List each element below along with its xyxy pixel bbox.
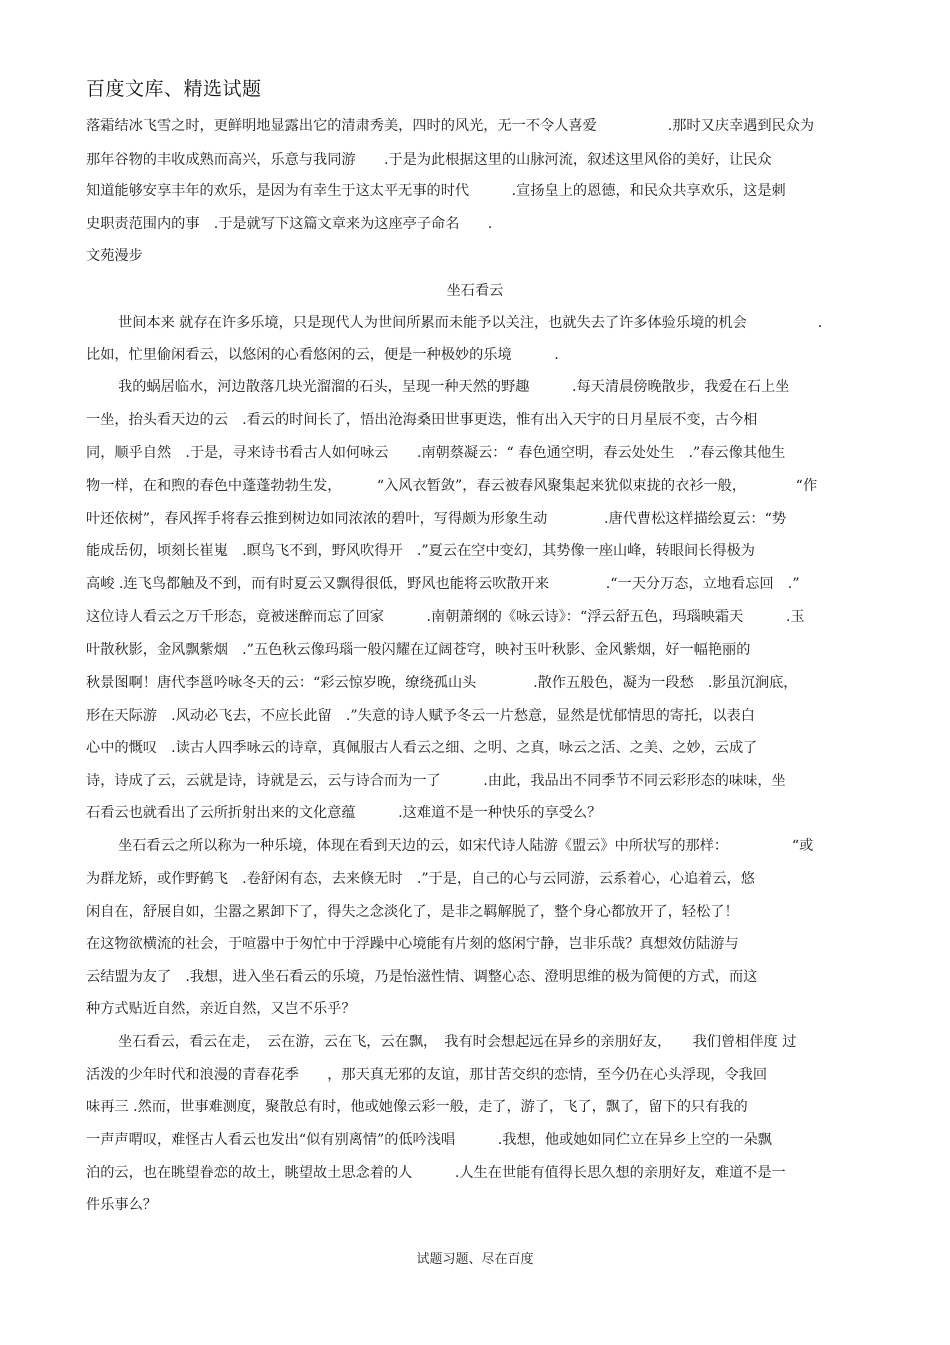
article-line: 坐石看云，看云在走， 云在游，云在飞，云在飘， 我有时会想起远在异乡的亲朋好友， 我们曾相伴度 过 (118, 1034, 797, 1050)
intro-line-4: 史职责范围内的事 .于是就写下这篇文章来为这座亭子命名 . (86, 216, 493, 232)
article-title: 坐石看云 (446, 283, 504, 299)
article-line: 世间本来 就存在许多乐境，只是现代人为世间所累而未能予以关注，也就失去了许多体验乐境的机会 . (118, 315, 823, 331)
intro-line-2: 那年谷物的丰收成熟而高兴，乐意与我同游 .于是为此根据这里的山脉河流，叙述这里风俗的美好，让民众 (86, 152, 772, 168)
article-line: 为群龙矫，或作野鹤飞 .卷舒闲有态，去来倏无时 .”于是，自己的心与云同游，云系着心，心追着云，悠 (86, 871, 755, 887)
intro-line-1: 落霜结冰飞雪之时，更鲜明地显露出它的清肃秀美，四时的风光，无一不令人喜爱 .那时又庆幸遇到民众为 (86, 118, 815, 134)
article-line: 叶散秋影，金风飘紫烟 .”五色秋云像玛瑙一般闪耀在辽阔苍穹，映衬玉叶秋影、金风紫烟，好一幅艳丽的 (86, 642, 751, 658)
intro-line-3: 知道能够安享丰年的欢乐，是因为有幸生于这太平无事的时代 .宣扬皇上的恩德，和民众共享欢乐，这是刺 (86, 183, 786, 199)
article-line: 比如，忙里偷闲看云，以悠闲的心看悠闲的云，便是一种极妙的乐境 . (86, 347, 559, 363)
article-line: 心中的慨叹 .读古人四季咏云的诗章，真佩服古人看云之细、之明、之真，咏云之活、之美、之妙，云成了 (86, 740, 758, 756)
article-line: 活泼的少年时代和浪漫的青春花季 ，那天真无邪的友谊，那甘苦交织的恋情，至今仍在心头浮现，令我回 (86, 1067, 768, 1083)
article-line: 件乐事么？ (86, 1197, 157, 1213)
article-line: 坐石看云之所以称为一种乐境，体现在看到天边的云，如宋代诗人陆游《盟云》中所状写的那样： “或 (118, 838, 814, 854)
article-line: 高峻 .连飞鸟都触及不到，而有时夏云又飘得很低，野风也能将云吹散开来 .“一天分万态，立地看忘回 .” (86, 576, 800, 592)
article-line: 石看云也就看出了云所折射出来的文化意蕴 .这难道不是一种快乐的享受么？ (86, 805, 602, 821)
article-line: 诗，诗成了云，云就是诗，诗就是云，云与诗合而为一了 .由此，我品出不同季节不同云彩形态的味味，坐 (86, 773, 786, 789)
article-line: 泊的云，也在眺望眷恋的故土，眺望故土思念着的人 .人生在世能有值得长思久想的亲朋好友，难道不是一 (86, 1165, 786, 1181)
article-line: 这位诗人看云之万千形态，竟被迷醉而忘了回家 .南朝萧纲的《咏云诗》：“浮云舒五色，玛瑙映霜天 .玉 (86, 609, 805, 625)
page-header-title: 百度文库、精选试题 (86, 78, 262, 100)
article-line: 一坐，抬头看天边的云 .看云的时间长了，悟出沧海桑田世事更迭，惟有出入天宇的日月星辰不变，古今相 (86, 412, 758, 428)
article-line: 叶还依树”，春风挥手将春云推到树边如同浓浓的碧叶，写得颇为形象生动 .唐代曹松这样描绘夏云：“势 (86, 511, 787, 527)
article-line: 秋景图啊！唐代李邕吟咏冬天的云：“彩云惊岁晚，缭绕孤山头 .散作五般色，凝为一段愁 .影虽沉涧底， (86, 675, 798, 691)
article-line: 味再三 .然而，世事难测度，聚散总有时，他或她像云彩一般，走了，游了，飞了，飘了，留下的只有我的 (86, 1099, 748, 1115)
article-line: 云结盟为友了 .我想，进入坐石看云的乐境，乃是怡滋性情、调整心态、澄明思维的极为简便的方式，而这 (86, 969, 758, 985)
article-line: 我的蜗居临水，河边散落几块光溜溜的石头，呈现一种天然的野趣 .每天清晨傍晚散步，我爱在石上坐 (118, 379, 790, 395)
page-footer: 试题习题、尽在百度 (416, 1252, 534, 1267)
article-line: 闲自在，舒展自如，尘嚣之累卸下了，得失之念淡化了，是非之羁解脱了，整个身心都放开了，轻松了！ (86, 904, 739, 920)
article-line: 能成岳仞，顷刻长崔嵬 .瞑鸟飞不到，野风吹得开 .”夏云在空中变幻，其势像一座山峰，转眼间长得极为 (86, 543, 755, 559)
article-line: 在这物欲横流的社会，于喧嚣中于匆忙中于浮躁中心境能有片刻的悠闲宁静，岂非乐哉？真想效仿陆游与 (86, 936, 739, 952)
article-line: 形在天际游 .风动必飞去，不应长此留 .”失意的诗人赋予冬云一片愁意，显然是忧郁情思的寄托，以表白 (86, 708, 755, 724)
article-line: 一声声喟叹，难怪古人看云也发出“似有别离情”的低吟浅唱 .我想，他或她如同伫立在异乡上空的一朵飘 (86, 1132, 772, 1148)
article-line: 种方式贴近自然，亲近自然，又岂不乐乎？ (86, 1001, 356, 1017)
section-label: 文苑漫步 (86, 248, 143, 264)
article-line: 物一样，在和煦的春色中蓬蓬勃勃生发， “入风衣暂敛”，春云被春风聚集起来犹似束拢的衣衫一般， “作 (86, 478, 818, 494)
article-line: 同，顺乎自然 .于是，寻来诗书看古人如何咏云 .南朝蔡凝云：“ 春色通空明，春云处处生 .”春云像其他生 (86, 445, 786, 461)
